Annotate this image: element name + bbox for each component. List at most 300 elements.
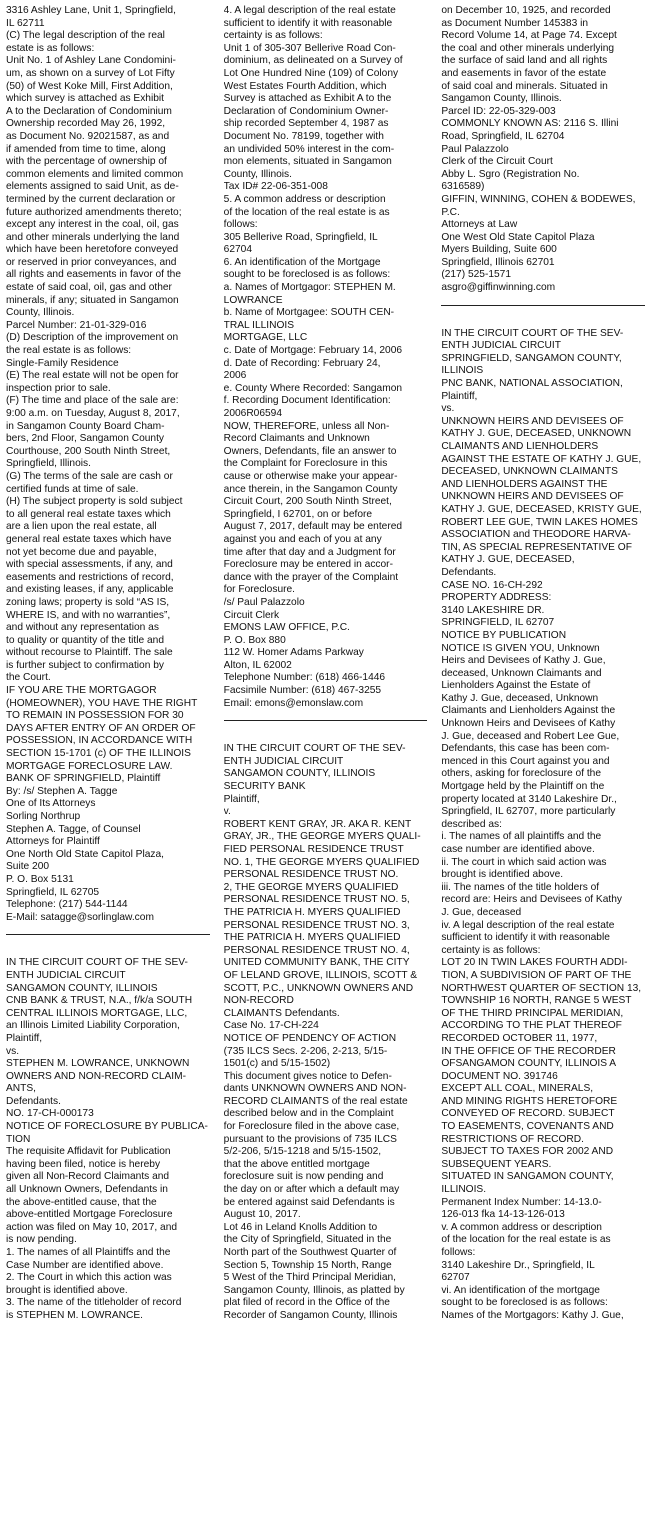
notice-line: 3140 LAKESHIRE DR.	[441, 604, 545, 616]
notice-line: mon elements, situated in Sangamon	[223, 156, 392, 168]
notice-line: is further subject to confirmation by	[6, 659, 164, 671]
notice-line: v.	[223, 806, 231, 818]
notice-line: P. O. Box 880	[223, 634, 286, 646]
notice-line: c. Date of Mortgage: February 14, 2006	[223, 345, 403, 357]
notice-line: general real estate taxes which have	[6, 533, 172, 545]
notice-line: Single-Family Residence	[6, 357, 119, 369]
notice-line: 112 W. Homer Adams Parkway	[223, 647, 364, 659]
notice-line: 2006	[223, 370, 247, 382]
notice-line: against you and each of you at any	[223, 533, 382, 545]
notice-line: the City of Springfield, Situated in the	[223, 1234, 392, 1246]
notice-line: the above-entitled cause, that the	[6, 1196, 157, 1208]
notice-line: that the above entitled mortgage	[223, 1158, 370, 1170]
notice-line: /s/ Paul Palazzolo	[223, 596, 305, 608]
notice-line: 6. An identification of the Mortgage	[223, 256, 381, 268]
notice-line: Defendants.	[6, 1095, 61, 1107]
notice-line: EXCEPT ALL COAL, MINERALS,	[441, 1083, 594, 1095]
notice-line: Defendants.	[441, 566, 497, 578]
notice-line: which have been heretofore conveyed	[6, 244, 179, 256]
notice-line: 3. The name of the titleholder of record	[6, 1297, 182, 1309]
notice-line: minerals, if any; situated in Sangamon	[6, 294, 179, 306]
legal-notice	[441, 5, 645, 295]
notice-line: asgro@giffinwinning.com	[441, 282, 556, 294]
notice-line: be entered against said Defendants is	[223, 1196, 395, 1208]
notice-line: Circuit Clerk	[223, 609, 280, 621]
notice-line: 4. A legal description of the real estate	[223, 5, 396, 16]
notice-line: elements assigned to said Unit, as de-	[6, 181, 179, 193]
notice-line: is STEPHEN M. LOWRANCE.	[6, 1309, 143, 1321]
notice-line: Plaintiff,	[6, 1032, 43, 1044]
notice-line: dants UNKNOWN OWNERS AND NON-	[223, 1083, 407, 1095]
notice-line: ACCORDING TO THE PLAT THEREOF	[441, 1020, 622, 1032]
notice-line: Springfield, IL 62705	[6, 886, 100, 898]
notice-line: Paul Palazzolo	[441, 143, 509, 155]
notice-line: PROPERTY ADDRESS:	[441, 592, 552, 604]
notice-line: FIED PERSONAL RESIDENCE TRUST	[223, 844, 404, 855]
notice-line: MORTGAGE FORECLOSURE LAW.	[6, 760, 173, 772]
notice-line: MORTGAGE, LLC	[223, 332, 308, 344]
notice-line: 5/2-206, 5/15-1218 and 5/15-1502,	[223, 1146, 382, 1158]
notice-line: if amended from time to time, along	[6, 143, 166, 155]
notice-line: ENTH JUDICIAL CIRCUIT	[6, 969, 126, 981]
notice-line: the real estate is as follows:	[6, 345, 132, 357]
notice-line: North part of the Southwest Quarter of	[223, 1247, 397, 1258]
notice-line: easements and restrictions of record,	[6, 571, 174, 583]
notice-line: Suite 200	[6, 861, 50, 873]
notice-line: termined by the current declaration or	[6, 193, 176, 205]
notice-line: bers, 2nd Floor, Sangamon County	[6, 433, 165, 445]
notice-line: Attorneys for Plaintiff	[6, 836, 100, 848]
notice-line: GIFFIN, WINNING, COHEN & BODEWES,	[441, 193, 636, 205]
notice-line: By: /s/ Stephen A. Tagge	[6, 785, 118, 797]
notice-line: Foreclosure may be entered in accor-	[223, 559, 393, 571]
notice-line: EMONS LAW OFFICE, P.C.	[223, 622, 350, 634]
notice-line: 6316589)	[441, 181, 485, 193]
notice-line: IN THE CIRCUIT COURT OF THE SEV-	[441, 327, 624, 339]
notice-line: deceased, Unknown Claimants and	[441, 667, 602, 679]
notice-line: the surface of said land and all rights	[441, 55, 608, 67]
notice-line: Telephone: (217) 544-1144	[6, 899, 128, 911]
notice-line: certainty is as follows:	[223, 30, 323, 42]
notice-line: DECEASED, UNKNOWN CLAIMANTS	[441, 466, 618, 478]
notice-line: in Sangamon County Board Cham-	[6, 420, 165, 432]
notice-line: an undivided 50% interest in the com-	[223, 143, 395, 155]
notice-line: Case No. 17-CH-224	[223, 1020, 319, 1032]
notice-line: Plaintiff,	[223, 793, 260, 805]
notice-line: PERSONAL RESIDENCE TRUST NO. 5,	[223, 894, 410, 906]
notice-line: and without any representation as	[6, 622, 159, 634]
notice-line: Circuit Court, 200 South Ninth Street,	[223, 496, 392, 508]
notice-line: TO EASEMENTS, COVENANTS AND	[441, 1121, 614, 1133]
notice-line: Permanent Index Number: 14-13.0-	[441, 1196, 602, 1208]
notice-line: ROBERT KENT GRAY, JR. AKA R. KENT	[223, 818, 412, 830]
notice-line: AND MINING RIGHTS HERETOFORE	[441, 1095, 618, 1107]
notice-line: 2, THE GEORGE MYERS QUALIFIED	[223, 881, 399, 893]
notice-line: UNKNOWN HEIRS AND DEVISEES OF	[441, 415, 624, 427]
notice-line: 3316 Ashley Lane, Unit 1, Springfield,	[6, 5, 176, 16]
notice-line: sought to be foreclosed is as follows:	[441, 1297, 608, 1309]
notice-line: ROBERT LEE GUE, TWIN LAKES HOMES	[441, 516, 638, 528]
notice-line: 62704	[223, 244, 252, 256]
notice-line: follows:	[441, 1247, 476, 1258]
notice-line: Alton, IL 62002	[223, 659, 292, 671]
notice-line: Telephone Number: (618) 466-1446	[223, 672, 386, 684]
notice-line: and other minerals underlying the land	[6, 231, 180, 243]
notice-line: Clerk of the Circuit Court	[441, 156, 553, 168]
notice-line: Unit No. 1 of Ashley Lane Condomini-	[6, 55, 176, 67]
notice-line: estate is as follows:	[6, 42, 95, 54]
notice-line: all Unknown Owners, Defendants in	[6, 1184, 168, 1196]
notice-line: e. County Where Recorded: Sangamon	[223, 382, 403, 394]
notice-line: not yet become due and payable,	[6, 546, 157, 558]
notice-line: CLAIMANTS Defendants.	[223, 1007, 340, 1019]
notice-line: OF THE THIRD PRINCIPAL MERIDIAN,	[441, 1007, 624, 1019]
notice-line: f. Recording Document Identification:	[223, 395, 391, 407]
notice-line: described below and in the Complaint	[223, 1108, 394, 1120]
notice-line: CLAIMANTS AND LIENHOLDERS	[441, 441, 599, 452]
notice-line: is now pending.	[6, 1234, 77, 1246]
notice-line: (C) The legal description of the real	[6, 30, 165, 42]
notice-line: to quality or quantity of the title and	[6, 634, 165, 646]
notice-line: TIN, AS SPECIAL REPRESENTATIVE OF	[441, 541, 632, 553]
notice-line: except any interest in the coal, oil, gas	[6, 219, 179, 231]
notice-line: time after that day and a Judgment for	[223, 546, 396, 558]
notice-line: KATHY J. GUE, DECEASED, KRISTY GUE,	[441, 503, 642, 515]
notice-line: 1. The names of all Plaintiffs and the	[6, 1247, 171, 1258]
notice-line: um, as shown on a survey of Lot Fifty	[6, 67, 175, 79]
notice-line: Mortgage held by the Plaintiff on the	[441, 781, 605, 793]
notice-line: vs.	[441, 403, 455, 415]
notice-line: certainty is as follows:	[441, 944, 541, 956]
notice-line: Abby L. Sgro (Registration No.	[441, 168, 580, 180]
notice-line: NOTICE OF FORECLOSURE BY PUBLICA-	[6, 1121, 208, 1133]
notice-line: and existing leases, if any, applicable	[6, 584, 174, 596]
notice-line: Sangamon County, Illinois, as platted by	[223, 1284, 405, 1296]
notice-line: J. Gue, deceased and Robert Lee Gue,	[441, 730, 620, 742]
notice-line: CNB BANK & TRUST, N.A., f/k/a SOUTH	[6, 995, 193, 1007]
notice-line: NORTHWEST QUARTER OF SECTION 13,	[441, 982, 642, 994]
notice-line: SCOTT, P.C., UNKNOWN OWNERS AND	[223, 982, 414, 994]
notice-line: Document No. 78199, together with	[223, 130, 384, 142]
notice-line: 5 West of the Third Principal Meridian,	[223, 1272, 396, 1284]
legal-notice	[6, 957, 210, 1322]
notice-line: WHERE IS, and with no warranties”,	[6, 609, 171, 621]
notice-line: (H) The subject property is sold subject	[6, 496, 183, 508]
notice-line: KATHY J. GUE, DECEASED,	[441, 554, 575, 566]
notice-line: Email: emons@emonslaw.com	[223, 697, 364, 709]
notice-line: ANTS,	[6, 1083, 37, 1095]
notice-line: SANGAMON COUNTY, ILLINOIS	[6, 982, 158, 994]
notice-line: IN THE OFFICE OF THE RECORDER	[441, 1045, 616, 1057]
notice-line: SPRINGFIELD, SANGAMON COUNTY,	[441, 352, 622, 364]
notice-line: the Court.	[6, 672, 51, 684]
notice-line: i. The names of all plaintiffs and the	[441, 831, 602, 843]
notice-line: (HOMEOWNER), YOU HAVE THE RIGHT	[6, 697, 198, 709]
notice-line: TION, A SUBDIVISION OF PART OF THE	[441, 969, 632, 981]
notice-line: Record Volume 14, at Page 74. Except	[441, 30, 617, 42]
notice-line: dominium, as delineated on a Survey of	[223, 55, 403, 67]
notice-line: IN THE CIRCUIT COURT OF THE SEV-	[6, 957, 188, 969]
notice-line: LOWRANCE	[223, 294, 283, 306]
notice-line: follows:	[223, 219, 258, 231]
notice-line: Kathy J. Gue, deceased, Unknown	[441, 692, 599, 704]
notice-line: ENTH JUDICIAL CIRCUIT	[441, 340, 561, 352]
notice-line: NON-RECORD	[223, 995, 294, 1007]
notice-line: all rights and easements in favor of the	[6, 269, 181, 281]
notice-divider	[224, 720, 428, 721]
notice-line: with the percentage of ownership of	[6, 156, 167, 168]
notice-line: the day on or after which a default may	[223, 1184, 400, 1196]
notice-line: pursuant to the provisions of 735 ILCS	[223, 1133, 397, 1145]
notice-line: NOW, THEREFORE, unless all Non-	[223, 420, 390, 432]
notice-line: certified funds at time of sale.	[6, 483, 139, 495]
notice-line: plat filed of record in the Office of the	[223, 1297, 390, 1309]
notice-line: West Estates Fourth Addition, which	[223, 80, 387, 92]
notice-line: IF YOU ARE THE MORTGAGOR	[6, 685, 157, 697]
notice-line: Lot 46 in Leland Knolls Addition to	[223, 1221, 378, 1233]
notice-line: Unit 1 of 305-307 Bellerive Road Con-	[223, 42, 396, 54]
notice-line: BANK OF SPRINGFIELD, Plaintiff	[6, 773, 161, 785]
notice-line: (D) Description of the improvement on	[6, 332, 179, 344]
notice-line: 126-013 fka 14-13-126-013	[441, 1209, 565, 1221]
notice-line: Claimants and Lienholders Against the	[441, 705, 616, 717]
notice-line: A to the Declaration of Condominium	[6, 105, 172, 117]
notice-line: for Foreclosure filed in the above case,	[223, 1121, 400, 1133]
notice-line: POSSESSION, IN ACCORDANCE WITH	[6, 735, 193, 747]
notice-line: b. Name of Mortgagee: SOUTH CEN-	[223, 307, 395, 319]
notice-divider	[441, 305, 645, 306]
notice-line: a. Names of Mortgagor: STEPHEN M.	[223, 282, 396, 294]
notice-line: SECTION 15-1701 (c) OF THE ILLINOIS	[6, 748, 191, 760]
notice-line: The requisite Affidavit for Publication	[6, 1146, 171, 1158]
notice-line: 62707	[441, 1272, 470, 1284]
notice-line: THE PATRICIA H. MYERS QUALIFIED	[223, 906, 401, 918]
notice-line: sufficient to identify it with reasonable	[223, 17, 393, 29]
notice-line: as Document No. 92021587, as and	[6, 130, 170, 142]
notice-line: above-entitled Mortgage Foreclosure	[6, 1209, 173, 1221]
notice-line: Survey is attached as Exhibit A to the	[223, 93, 392, 105]
notice-line: dance with the prayer of the Complaint	[223, 571, 399, 583]
notice-line: as Document Number 145383 in	[441, 17, 588, 29]
notice-line: future authorized amendments thereto;	[6, 206, 182, 218]
notice-line: of the location for the real estate is as	[441, 1234, 611, 1246]
notice-line: ILLINOIS.	[441, 1184, 487, 1196]
notice-line: d. Date of Recording: February 24,	[223, 357, 381, 369]
notice-line: Stephen A. Tagge, of Counsel	[6, 823, 141, 835]
notice-line: action was filed on May 10, 2017, and	[6, 1221, 178, 1233]
notice-line: NOTICE OF PENDENCY OF ACTION	[223, 1032, 397, 1044]
notice-line: August 7, 2017, default may be entered	[223, 521, 403, 533]
notice-line: Lienholders Against the Estate of	[441, 680, 591, 692]
notice-line: CENTRAL ILLINOIS MORTGAGE, LLC,	[6, 1007, 188, 1019]
notice-line: J. Gue, deceased	[441, 906, 522, 918]
notice-line: for Foreclosure.	[223, 584, 295, 596]
notice-line: OWNERS AND NON-RECORD CLAIM-	[6, 1070, 186, 1082]
notice-line: Unknown Heirs and Devisees of Kathy	[441, 718, 616, 730]
notice-line: (E) The real estate will not be open for	[6, 370, 179, 382]
notice-line: (735 ILCS Secs. 2-206, 2-213, 5/15-	[223, 1045, 388, 1057]
notice-line: Springfield, Illinois 62701	[441, 256, 555, 268]
notice-line: or reserved in prior conveyances, and	[6, 256, 177, 268]
notice-line: Parcel Number: 21-01-329-016	[6, 319, 147, 331]
notice-line: LOT 20 IN TWIN LAKES FOURTH ADDI-	[441, 957, 628, 969]
notice-line: Sangamon County, Illinois.	[441, 93, 562, 105]
notice-line: (50) of West Koke Mill, First Addition,	[6, 80, 173, 92]
notice-line: SUBJECT TO TAXES FOR 2002 AND	[441, 1146, 614, 1158]
notice-line: SITUATED IN SANGAMON COUNTY,	[441, 1171, 614, 1183]
legal-notice	[6, 5, 210, 924]
notice-line: common elements and limited common	[6, 168, 184, 180]
notice-line: iii. The names of the title holders of	[441, 881, 600, 893]
notice-line: County, Illinois.	[6, 307, 75, 319]
notice-line: TOWNSHIP 16 NORTH, RANGE 5 WEST	[441, 995, 632, 1007]
notice-line: NOTICE BY PUBLICATION	[441, 629, 567, 641]
notice-line: 305 Bellerive Road, Springfield, IL	[223, 231, 378, 243]
notice-line: 3140 Lakeshire Dr., Springfield, IL	[441, 1259, 595, 1271]
notice-line: OF LELAND GROVE, ILLINOIS, SCOTT &	[223, 969, 418, 981]
notice-line: Names of the Mortgagors: Kathy J. Gue,	[441, 1309, 624, 1321]
notice-line: ENTH JUDICIAL CIRCUIT	[223, 755, 344, 767]
notice-line: Tax ID# 22-06-351-008	[223, 181, 328, 193]
notice-line: are a lien upon the real estate, all	[6, 521, 157, 533]
notice-line: SUBSEQUENT YEARS.	[441, 1158, 552, 1170]
notice-line: Springfield, I 62701, on or before	[223, 508, 373, 520]
notice-line: 2. The Court in which this action was	[6, 1272, 172, 1284]
notice-line: (G) The terms of the sale are cash or	[6, 470, 173, 482]
notice-line: NO. 17-CH-000173	[6, 1108, 94, 1120]
notice-line: Section 5, Township 15 North, Range	[223, 1259, 392, 1271]
notice-line: Myers Building, Suite 600	[441, 244, 557, 256]
notice-line: Defendants, this case has been com-	[441, 743, 610, 755]
notice-line: PERSONAL RESIDENCE TRUST NO. 3,	[223, 919, 410, 931]
notice-line: inspection prior to sale.	[6, 382, 111, 394]
notice-line: THE PATRICIA H. MYERS QUALIFIED	[223, 932, 401, 944]
notice-line: IL 62711	[6, 17, 45, 29]
notice-line: OFSANGAMON COUNTY, ILLINOIS A	[441, 1058, 617, 1070]
notice-line: to all general real estate taxes which	[6, 508, 171, 520]
notice-line: ship recorded September 4, 1987 as	[223, 118, 389, 130]
notice-line: NO. 1, THE GEORGE MYERS QUALIFIED	[223, 856, 420, 868]
notice-line: others, asking for foreclosure of the	[441, 768, 602, 780]
notice-line: 2006R06594	[223, 408, 283, 419]
notice-line: ii. The court in which said action was	[441, 856, 607, 868]
notice-line: STEPHEN M. LOWRANCE, UNKNOWN	[6, 1058, 190, 1070]
notice-line: RESTRICTIONS OF RECORD.	[441, 1133, 584, 1145]
notice-line: RECORD CLAIMANTS of the real estate	[223, 1095, 408, 1107]
notice-divider	[6, 934, 210, 935]
notice-line: the Complaint for Foreclosure in this	[223, 458, 388, 470]
notice-line: without recourse to Plaintiff. The sale	[6, 647, 173, 659]
notice-line: Declaration of Condominium Owner-	[223, 105, 389, 117]
notice-line: (F) The time and place of the sale are:	[6, 395, 179, 407]
notice-line: ance therein, in the Sangamon County	[223, 483, 398, 495]
notice-line: One of Its Attorneys	[6, 798, 96, 810]
notice-line: described as:	[441, 818, 502, 830]
notice-line: Ownership recorded May 26, 1992,	[6, 118, 166, 130]
notice-line: PNC BANK, NATIONAL ASSOCIATION,	[441, 378, 623, 390]
column-1	[6, 5, 210, 1513]
notice-line: RECORDED OCTOBER 11, 1977,	[441, 1032, 598, 1044]
notice-line: of said coal and minerals. Situated in	[441, 80, 608, 92]
notice-line: case number are identified above.	[441, 844, 595, 855]
notice-line: Springfield, IL 62707, more particularly	[441, 806, 616, 818]
notice-line: Courthouse, 200 South Ninth Street,	[6, 445, 171, 457]
notice-line: foreclosure suit is now pending and	[223, 1171, 384, 1183]
notice-line: brought is identified above.	[441, 869, 564, 881]
notice-line: SECURITY BANK	[223, 781, 306, 793]
notice-line: brought is identified above.	[6, 1284, 128, 1296]
notice-line: PERSONAL RESIDENCE TRUST NO.	[223, 869, 399, 881]
notice-line: PERSONAL RESIDENCE TRUST NO. 4,	[223, 944, 410, 956]
notice-line: Plaintiff,	[441, 390, 478, 402]
notice-line: Case Number are identified above.	[6, 1259, 164, 1271]
notice-line: E-Mail: satagge@sorlinglaw.com	[6, 911, 154, 923]
notice-line: P.C.	[441, 206, 460, 218]
notice-line: property located at 3140 Lakeshire Dr.,	[441, 793, 617, 805]
notice-line: One West Old State Capitol Plaza	[441, 231, 595, 243]
notice-line: of the location of the real estate is as	[223, 206, 390, 218]
notice-line: Lot One Hundred Nine (109) of Colony	[223, 67, 399, 79]
notice-line: ASSOCIATION and THEODORE HARVA-	[441, 529, 631, 541]
legal-notice	[224, 743, 428, 1322]
notice-line: 5. A common address or description	[223, 193, 386, 205]
notice-line: menced in this Court against you and	[441, 755, 610, 767]
notice-line: sufficient to identify it with reasonable	[441, 932, 610, 944]
notice-line: UNKNOWN HEIRS AND DEVISEES OF	[441, 491, 624, 503]
column-3	[441, 5, 645, 1513]
notice-line: DOCUMENT NO. 391746	[441, 1070, 558, 1082]
notice-line: August 10, 2017.	[223, 1209, 301, 1221]
notice-line: Recorder of Sangamon County, Illinois	[223, 1309, 398, 1321]
notice-line: an Illinois Limited Liability Corporation,	[6, 1020, 180, 1032]
notice-line: Heirs and Devisees of Kathy J. Gue,	[441, 655, 606, 667]
notice-line: Attorneys at Law	[441, 219, 518, 231]
notice-line: SPRINGFIELD, IL 62707	[441, 617, 555, 629]
notice-line: Sorling Northrup	[6, 811, 81, 822]
notice-line: record are: Heirs and Devisees of Kathy	[441, 894, 622, 906]
notice-line: GRAY, JR., THE GEORGE MYERS QUALI-	[223, 831, 421, 843]
notice-line: 1501(c) and 5/15-1502)	[223, 1058, 331, 1070]
notice-line: on December 10, 1925, and recorded	[441, 5, 611, 16]
notice-line: Springfield, Illinois.	[6, 458, 91, 470]
notice-line: Owners, Defendants, file an answer to	[223, 445, 397, 457]
notice-line: AND LIENHOLDERS AGAINST THE	[441, 478, 608, 490]
legal-notice	[224, 5, 428, 710]
notice-line: estate of said coal, oil, gas and other	[6, 282, 172, 294]
notice-line: iv. A legal description of the real estate	[441, 919, 615, 931]
notice-line: vi. An identification of the mortgage	[441, 1284, 600, 1296]
notice-line: 9:00 a.m. on Tuesday, August 8, 2017,	[6, 408, 180, 419]
notice-line: UNITED COMMUNITY BANK, THE CITY	[223, 957, 410, 969]
column-2	[224, 5, 428, 1513]
notice-line: P. O. Box 5131	[6, 873, 74, 885]
notice-line: IN THE CIRCUIT COURT OF THE SEV-	[223, 743, 406, 755]
notice-line: COMMONLY KNOWN AS: 2116 S. Illini	[441, 118, 619, 130]
notice-line: This document gives notice to Defen-	[223, 1070, 392, 1082]
notice-line: v. A common address or description	[441, 1221, 602, 1233]
notice-line: NOTICE IS GIVEN YOU, Unknown	[441, 642, 600, 654]
notice-line: AGAINST THE ESTATE OF KATHY J. GUE,	[441, 453, 642, 465]
notice-line: TRAL ILLINOIS	[223, 319, 295, 331]
notice-line: (217) 525-1571	[441, 269, 511, 281]
notice-line: KATHY J. GUE, DECEASED, UNKNOWN	[441, 428, 632, 440]
notice-line: Road, Springfield, IL 62704	[441, 130, 565, 142]
notice-line: TION	[6, 1133, 31, 1145]
legal-notice	[441, 328, 645, 1323]
notice-line: Facsimile Number: (618) 467-3255	[223, 685, 382, 697]
notice-line: Parcel ID: 22-05-329-003	[441, 105, 556, 117]
notice-line: which survey is attached as Exhibit	[6, 93, 164, 105]
